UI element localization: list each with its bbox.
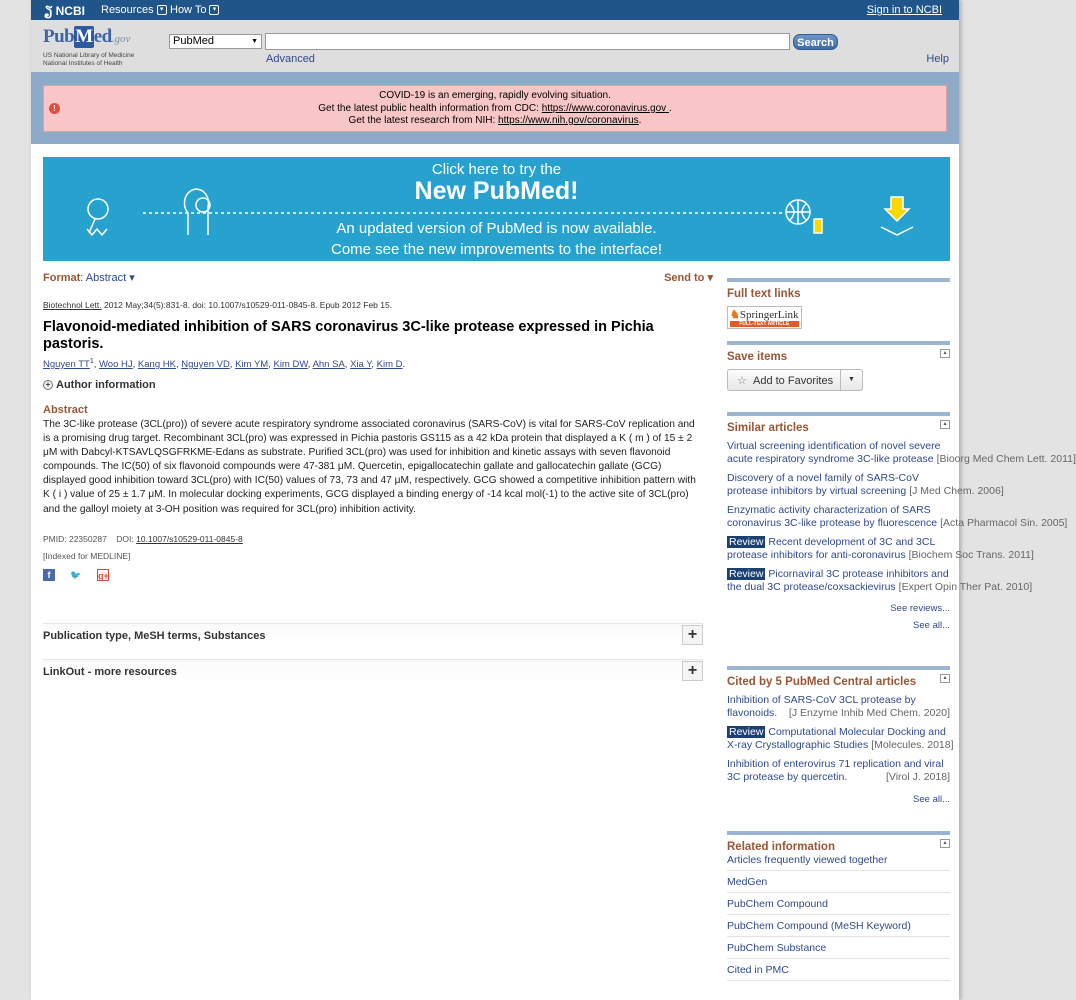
article-link[interactable]	[727, 504, 1068, 530]
article-source: [Bioorg Med Chem Lett. 2011]	[936, 453, 1076, 465]
cited-by-heading: Cited by 5 PubMed Central articles	[727, 676, 917, 688]
help-link[interactable]: Help	[926, 53, 949, 65]
nih-line: National Institutes of Health	[43, 60, 123, 67]
springerlink-button[interactable]	[727, 306, 802, 329]
linkout-section-title: LinkOut - more resources	[43, 666, 177, 678]
nlm-line: US National Library of Medicine	[43, 52, 135, 59]
expand-plus-icon[interactable]: +	[682, 661, 703, 681]
article-title-line-1: Virtual screening identification of novel severe	[727, 440, 941, 452]
author-link[interactable]: Ahn SA	[312, 359, 345, 371]
cdc-link[interactable]: https://www.coronavirus.gov	[541, 102, 669, 114]
article-title-line-1: Inhibition of enterovirus 71 replication and viral	[727, 758, 944, 770]
journal-link[interactable]: Biotechnol Lett.	[43, 300, 102, 310]
expand-plus-icon: +	[43, 380, 53, 390]
dropdown-arrow-icon: ▼	[251, 38, 258, 45]
related-information-list	[727, 849, 950, 981]
article-source: [Biochem Soc Trans. 2011]	[908, 549, 1034, 561]
article-title-line-2: X-ray Crystallographic Studies [Molecules. 2018]	[727, 739, 954, 751]
covid-notice-area	[31, 72, 959, 144]
article-source: [J Med Chem. 2006]	[909, 485, 1004, 497]
author-information-label: Author information	[56, 379, 156, 391]
banner-line-3: An updated version of PubMed is now available.	[336, 220, 657, 237]
resources-menu[interactable]	[101, 4, 167, 16]
ncbi-helix-icon: ຽ	[44, 3, 53, 18]
article-link[interactable]	[727, 726, 954, 752]
citation-line	[43, 300, 392, 310]
article-source: [Acta Pharmacol Sin. 2005]	[940, 517, 1068, 529]
author-link[interactable]: Kang HK	[137, 359, 176, 371]
send-to-label: Send to	[664, 272, 705, 284]
article-title-line-1: Review Picornaviral 3C protease inhibitors and	[729, 568, 949, 580]
ncbi-logo-link[interactable]	[44, 3, 85, 19]
howto-menu[interactable]	[170, 4, 219, 16]
pmid-doi-line	[43, 534, 243, 544]
nih-link[interactable]: https://www.nih.gov/coronavirus	[498, 115, 639, 126]
similar-articles-list	[727, 440, 1076, 594]
warning-icon: !	[49, 103, 60, 114]
linkout-section[interactable]	[43, 659, 703, 681]
article-title-line-2: 3C protease by quercetin. [Virol J. 2018]	[727, 771, 950, 783]
review-badge: Review	[729, 568, 764, 580]
banner-line-2: New PubMed!	[414, 177, 579, 205]
collapse-icon[interactable]: ▴	[940, 674, 950, 683]
pubmed-logo[interactable]	[43, 26, 130, 48]
covid-line-3: Get the latest research from NIH: https://www.nih.gov/coronavirus.	[348, 115, 642, 126]
article-title-line-1: Review Computational Molecular Docking and	[729, 726, 946, 738]
favorites-dropdown-toggle[interactable]: ▼	[840, 370, 862, 390]
springerlink-logo: ♞SpringerLink	[730, 309, 799, 321]
page	[31, 0, 1076, 1000]
author-link[interactable]: Woo HJ	[99, 359, 133, 371]
sign-in-link[interactable]: Sign in to NCBI	[866, 4, 942, 16]
cited-by-panel	[727, 666, 954, 816]
related-link[interactable]: Cited in PMC	[727, 959, 950, 981]
author-link[interactable]: Kim D	[376, 359, 403, 371]
author-link[interactable]: Kim YM	[235, 359, 269, 371]
article-link[interactable]	[727, 568, 1033, 594]
collapse-icon[interactable]: ▴	[940, 420, 950, 429]
article-title-line-2: acute respiratory syndrome 3C-like protease [Bioorg Med Chem Lett. 2011]	[727, 453, 1076, 465]
pubmed-gov-text: .gov	[111, 33, 131, 45]
article-source: [J Enzyme Inhib Med Chem. 2020]	[788, 707, 950, 719]
abstract-heading: Abstract	[43, 404, 88, 416]
search-input[interactable]	[265, 33, 790, 50]
article-title: Flavonoid-mediated inhibition of SARS coronavirus 3C-like protease expressed in Pichia pastoris.	[43, 319, 654, 352]
author-link[interactable]: Xia Y	[350, 359, 372, 371]
nlm-subtitle	[43, 52, 134, 68]
share-icons	[43, 569, 109, 581]
related-link[interactable]: Articles frequently viewed together	[727, 849, 950, 871]
article-source: [Virol J. 2018]	[885, 771, 950, 783]
search-header	[31, 20, 959, 72]
see-all-similar-link[interactable]: See all...	[913, 620, 950, 631]
related-information-heading: Related information	[727, 841, 835, 853]
database-select[interactable]	[169, 34, 262, 49]
related-information-panel	[727, 831, 950, 991]
article-title-line-1: Review Recent development of 3C and 3CL	[729, 536, 936, 548]
covid-line-2: Get the latest public health information from CDC: https://www.coronavirus.gov .	[318, 102, 672, 114]
author-link[interactable]: Nguyen VD	[181, 359, 230, 371]
similar-articles-panel	[727, 412, 1076, 647]
author-link[interactable]: Kim DW	[273, 359, 308, 371]
affiliation-superscript[interactable]: 1	[89, 358, 94, 365]
google-plus-icon[interactable]: g+	[98, 571, 109, 581]
new-pubmed-banner[interactable]	[43, 157, 950, 261]
author-information-toggle[interactable]	[43, 379, 156, 391]
howto-label: How To	[170, 4, 207, 16]
article-title-line-1: Discovery of a novel family of SARS-CoV	[727, 472, 919, 484]
send-to-dropdown[interactable]	[664, 271, 713, 284]
article-title-line-2: the dual 3C protease/coxsackievirus [Expert Opin Ther Pat. 2010]	[727, 581, 1033, 593]
article-title-line-2: coronavirus 3C-like protease by fluorescence [Acta Pharmacol Sin. 2005]	[727, 517, 1068, 529]
twitter-icon[interactable]: 🐦	[70, 570, 82, 580]
search-button[interactable]: Search	[793, 34, 838, 50]
pubmed-logo-text: PubMed	[43, 26, 112, 47]
see-reviews-link[interactable]: See reviews...	[890, 603, 950, 614]
abstract-text: The 3C-like protease (3CL(pro)) of severe acute respiratory syndrome associated coronavirus (SARS-CoV) is vital for SARS-CoV replication and is a promising drug target. Recombinant 3CL(pro) was expressed in Pichia pastoris GS115 as a 42 kDa protein that displayed a K ( m ) of 15 ± 2 μM with Dabcyl-KTSAVLQSGFRKME-Edans as substrate. Purified 3CL(pro) was used for inhibition and kinetic assays with seven flavonoid compounds. The IC(50) of six flavonoid compounds were 47-381 μM. Quercetin, epigallocatechin gallate and gallocatechin gallate (GCG) displayed good inhibition toward 3CL(pro) with IC(50) values of 73, 73 and 47 μM, respectively. GCG showed a competitive inhibition pattern with K ( i ) value of 25 ± 1.7 μM. In molecular docking experiments, GCG displayed a binding energy of -14 kcal mol(-1) to the active site of 3CL(pro) and the galloyl moiety at 3-OH position was required for 3CL(pro) inhibition activity.	[43, 419, 696, 515]
star-icon: ☆	[737, 375, 747, 387]
covid-line-1: COVID-19 is an emerging, rapidly evolving situation.	[379, 90, 611, 101]
format-bar	[43, 271, 713, 285]
facebook-icon[interactable]: f	[43, 569, 55, 581]
covid-notice	[43, 85, 947, 132]
ncbi-top-bar	[31, 0, 959, 20]
article-title-line-2: protease inhibitors for anti-coronavirus [Biochem Soc Trans. 2011]	[727, 549, 1034, 561]
format-label: Format	[43, 272, 81, 284]
advanced-search-link[interactable]: Advanced	[266, 53, 315, 65]
article-title-line-1: Enzymatic activity characterization of SARS	[727, 504, 931, 516]
indexed-note: [Indexed for MEDLINE]	[43, 551, 131, 561]
article-link[interactable]	[727, 472, 1004, 498]
review-badge: Review	[729, 726, 764, 738]
related-link[interactable]: PubChem Compound	[727, 893, 950, 915]
see-all-cited-link[interactable]: See all...	[913, 794, 950, 805]
doi-label: DOI:	[116, 534, 137, 544]
author-link[interactable]: Nguyen TT	[43, 359, 90, 371]
related-link[interactable]: PubChem Compound (MeSH Keyword)	[727, 915, 950, 937]
article-source: [Expert Opin Ther Pat. 2010]	[898, 581, 1033, 593]
article-title-line-1: Inhibition of SARS-CoV 3CL protease by	[727, 694, 916, 706]
resources-label: Resources	[101, 4, 154, 16]
database-select-value: PubMed	[173, 35, 214, 47]
save-items-heading: Save items	[727, 351, 788, 363]
springer-horse-icon: ♞	[730, 309, 740, 321]
pmid: PMID: 22350287	[43, 534, 107, 544]
add-to-favorites-label: Add to Favorites	[753, 375, 834, 387]
doi-link[interactable]: 10.1007/s10529-011-0845-8	[136, 534, 243, 544]
collapse-icon[interactable]: ▴	[940, 839, 950, 848]
chevron-down-icon: ▾	[157, 5, 167, 15]
banner-line-1: Click here to try the	[431, 161, 562, 178]
chevron-down-icon: ▾	[209, 5, 219, 15]
springer-fulltext-label: FULL-TEXT ARTICLE	[730, 321, 799, 327]
caret-down-icon: ▾	[707, 272, 713, 284]
article-source: [Molecules. 2018]	[871, 739, 954, 751]
ncbi-logo-text: NCBI	[55, 4, 85, 18]
caret-down-icon: ▾	[129, 272, 135, 284]
full-text-links-panel	[727, 278, 950, 334]
full-text-links-heading: Full text links	[727, 288, 801, 300]
article-link[interactable]	[727, 694, 950, 720]
author-list: Nguyen $TT^1$, Woo HJ, Kang HK, Nguyen VD, Kim YM, Kim DW, Ahn SA, Xia Y, Kim D.	[43, 358, 406, 371]
similar-articles-heading: Similar articles	[727, 422, 809, 434]
save-items-panel	[727, 341, 950, 401]
related-link[interactable]: PubChem Substance	[727, 937, 950, 959]
article-link[interactable]	[727, 536, 1034, 562]
pubtype-section[interactable]	[43, 623, 703, 645]
expand-plus-icon[interactable]: +	[682, 625, 703, 645]
article-title-line-2: flavonoids. [J Enzyme Inhib Med Chem. 2020]	[727, 707, 950, 719]
banner-line-4: Come see the new improvements to the interface!	[331, 241, 662, 258]
article-link[interactable]	[727, 440, 1076, 466]
citation-text: 2012 May;34(5):831-8. doi: 10.1007/s10529-011-0845-8. Epub 2012 Feb 15.	[101, 300, 393, 310]
article-title-line-2: protease inhibitors by virtual screening [J Med Chem. 2006]	[727, 485, 1004, 497]
related-link[interactable]: MedGen	[727, 871, 950, 893]
format-value: : Abstract	[80, 272, 127, 284]
review-badge: Review	[729, 536, 764, 548]
pubtype-section-title: Publication type, MeSH terms, Substances	[43, 630, 266, 642]
article-link[interactable]	[727, 758, 950, 784]
format-dropdown[interactable]	[43, 272, 135, 284]
add-to-favorites-button[interactable]	[727, 369, 863, 391]
cited-by-list	[727, 694, 954, 784]
collapse-icon[interactable]: ▴	[940, 349, 950, 358]
